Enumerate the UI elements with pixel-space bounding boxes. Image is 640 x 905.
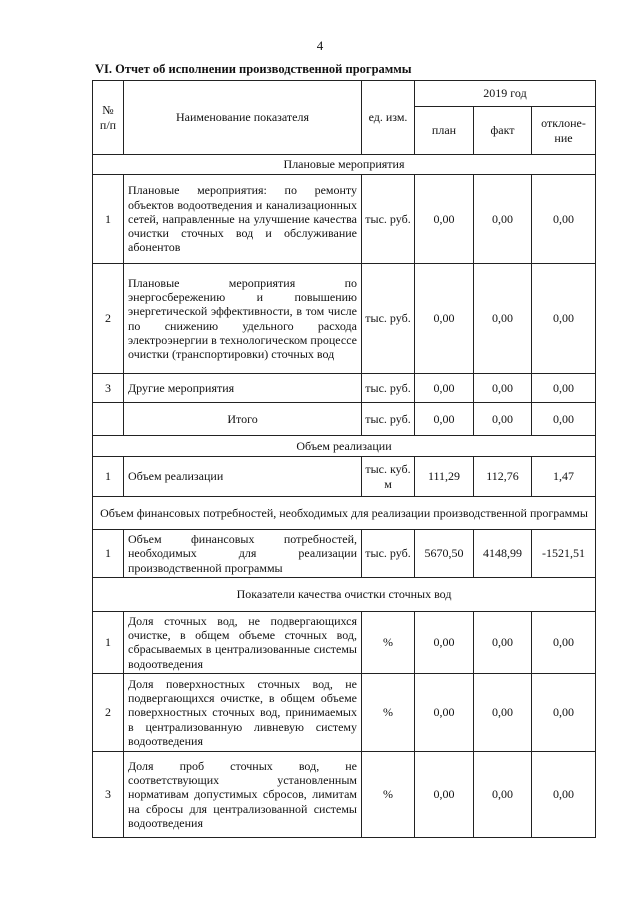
report-table [92,80,596,838]
cell-deviation: 0,00 [532,264,596,374]
cell-fact: 0,00 [474,403,532,436]
table-row [93,264,596,374]
table-row [93,175,596,264]
table-row [93,611,596,673]
header-row [93,81,596,107]
header-deviation: отклоне-ние [532,107,596,155]
cell-unit: % [362,674,415,752]
cell-deviation: 0,00 [532,374,596,403]
indicator-name: Доля сточных вод, не подвергающихся очистке, в общем объеме сточных вод, сбрасываемых в централизованные системы водоотведения [124,611,362,673]
cell-fact: 0,00 [474,611,532,673]
section-row [93,155,596,175]
indicator-name: Плановые мероприятия по энергосбережению и повышению энергетической эффективности, в том числе по снижению удельного расхода электроэнергии в технологическом процессе очистки (транспортировки) сточных вод [124,264,362,374]
row-number: 1 [93,611,124,673]
cell-plan: 0,00 [415,403,474,436]
cell-fact: 0,00 [474,752,532,838]
page-number: 4 [316,38,324,53]
row-number: 2 [93,674,124,752]
row-number: 1 [93,175,124,264]
indicator-name: Другие мероприятия [124,374,362,403]
table-row [93,530,596,578]
cell-plan: 0,00 [415,175,474,264]
cell-deviation: 0,00 [532,611,596,673]
cell-unit: тыс. куб. м [362,457,415,497]
cell-plan: 111,29 [415,457,474,497]
cell-unit: тыс. руб. [362,530,415,578]
section-title: Объем реализации [93,436,596,457]
row-number: 3 [93,374,124,403]
cell-deviation: 0,00 [532,175,596,264]
header-plan: план [415,107,474,155]
cell-plan: 0,00 [415,674,474,752]
indicator-name: Плановые мероприятия: по ремонту объектов водоотведения и канализационных сетей, направленные на улучшение качества очистки сточных вод и обслуживание абонентов [124,175,362,264]
indicator-name: Итого [124,403,362,436]
table-row [93,374,596,403]
header-num: № п/п [93,81,124,155]
section-title: Плановые мероприятия [93,155,596,175]
indicator-name: Объем финансовых потребностей, необходимых для реализации производственной программы [124,530,362,578]
cell-plan: 0,00 [415,374,474,403]
section-row [93,436,596,457]
cell-unit: тыс. руб. [362,175,415,264]
cell-plan: 5670,50 [415,530,474,578]
cell-unit: тыс. руб. [362,374,415,403]
cell-fact: 112,76 [474,457,532,497]
cell-fact: 4148,99 [474,530,532,578]
cell-unit: тыс. руб. [362,264,415,374]
table-row [93,752,596,838]
row-number [93,403,124,436]
row-number: 3 [93,752,124,838]
cell-deviation: 1,47 [532,457,596,497]
section-row [93,497,596,530]
cell-fact: 0,00 [474,175,532,264]
header-unit: ед. изм. [362,81,415,155]
cell-deviation: 0,00 [532,752,596,838]
cell-plan: 0,00 [415,611,474,673]
cell-plan: 0,00 [415,752,474,838]
section-title: Показатели качества очистки сточных вод [93,577,596,611]
report-title: VI. Отчет об исполнении производственной программы [95,62,412,76]
cell-deviation: -1521,51 [532,530,596,578]
cell-fact: 0,00 [474,264,532,374]
indicator-name: Объем реализации [124,457,362,497]
header-year: 2019 год [415,81,596,107]
table-row [93,403,596,436]
row-number: 2 [93,264,124,374]
indicator-name: Доля проб сточных вод, не соответствующих установленным нормативам допустимых сбросов, лимитам на сбросы для централизованной системы водоотведения [124,752,362,838]
cell-unit: % [362,752,415,838]
cell-fact: 0,00 [474,374,532,403]
cell-unit: тыс. руб. [362,403,415,436]
cell-deviation: 0,00 [532,674,596,752]
cell-fact: 0,00 [474,674,532,752]
header-fact: факт [474,107,532,155]
section-title: Объем финансовых потребностей, необходимых для реализации производственной программы [93,497,596,530]
cell-unit: % [362,611,415,673]
row-number: 1 [93,457,124,497]
cell-deviation: 0,00 [532,403,596,436]
header-name: Наименование показателя [124,81,362,155]
table-row [93,457,596,497]
indicator-name: Доля поверхностных сточных вод, не подвергающихся очистке, в общем объеме поверхностных сточных вод, принимаемых в централизованную ливневую систему водоотведения [124,674,362,752]
section-row [93,577,596,611]
table-row [93,674,596,752]
cell-plan: 0,00 [415,264,474,374]
row-number: 1 [93,530,124,578]
